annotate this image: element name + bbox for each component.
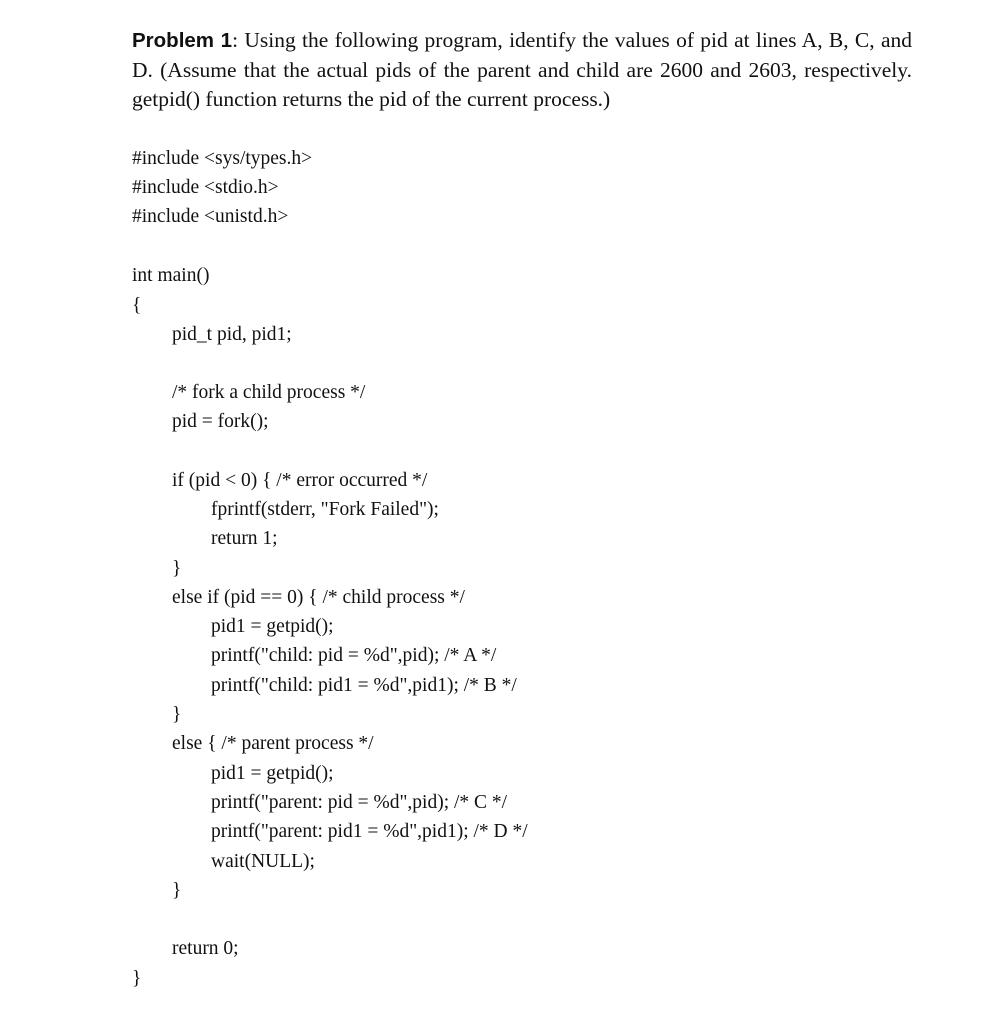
if-close-brace: } xyxy=(172,558,182,579)
variable-declaration: pid_t pid, pid1; xyxy=(172,324,292,345)
parent-print-c-line: printf("parent: pid = %d",pid); /* C */ xyxy=(211,792,508,813)
parent-getpid-line: pid1 = getpid(); xyxy=(211,763,334,784)
fprintf-line: fprintf(stderr, "Fork Failed"); xyxy=(211,499,439,520)
include-stdio: #include <stdio.h> xyxy=(132,177,279,198)
include-sys-types: #include <sys/types.h> xyxy=(132,148,313,169)
wait-call-line: wait(NULL); xyxy=(211,851,315,872)
main-open-brace: { xyxy=(132,295,142,316)
fork-comment: /* fork a child process */ xyxy=(172,382,366,403)
else-if-child-line: else if (pid == 0) { /* child process */ xyxy=(172,587,465,608)
problem-statement xyxy=(132,26,912,115)
if-error-line: if (pid < 0) { /* error occurred */ xyxy=(172,470,428,491)
child-print-b-line: printf("child: pid1 = %d",pid1); /* B */ xyxy=(211,675,517,696)
child-close-brace: } xyxy=(172,704,182,725)
child-getpid-line: pid1 = getpid(); xyxy=(211,616,334,637)
problem-label: Problem 1 xyxy=(132,29,233,52)
child-print-a-line: printf("child: pid = %d",pid); /* A */ xyxy=(211,645,497,666)
include-unistd: #include <unistd.h> xyxy=(132,206,289,227)
parent-close-brace: } xyxy=(172,880,182,901)
else-parent-line: else { /* parent process */ xyxy=(172,733,374,754)
problem-text: : Using the following program, identify the values of pid at lines A, B, C, and D. (Assume that the actual pids of the parent and child are 2600 and 2603, respectively. getpid() function returns the pid of the current process.) xyxy=(132,28,912,111)
return-one-line: return 1; xyxy=(211,528,278,549)
return-zero-line: return 0; xyxy=(172,938,239,959)
fork-call: pid = fork(); xyxy=(172,411,269,432)
parent-print-d-line: printf("parent: pid1 = %d",pid1); /* D */ xyxy=(211,821,528,842)
main-declaration: int main() xyxy=(132,265,210,286)
main-close-brace: } xyxy=(132,968,142,989)
